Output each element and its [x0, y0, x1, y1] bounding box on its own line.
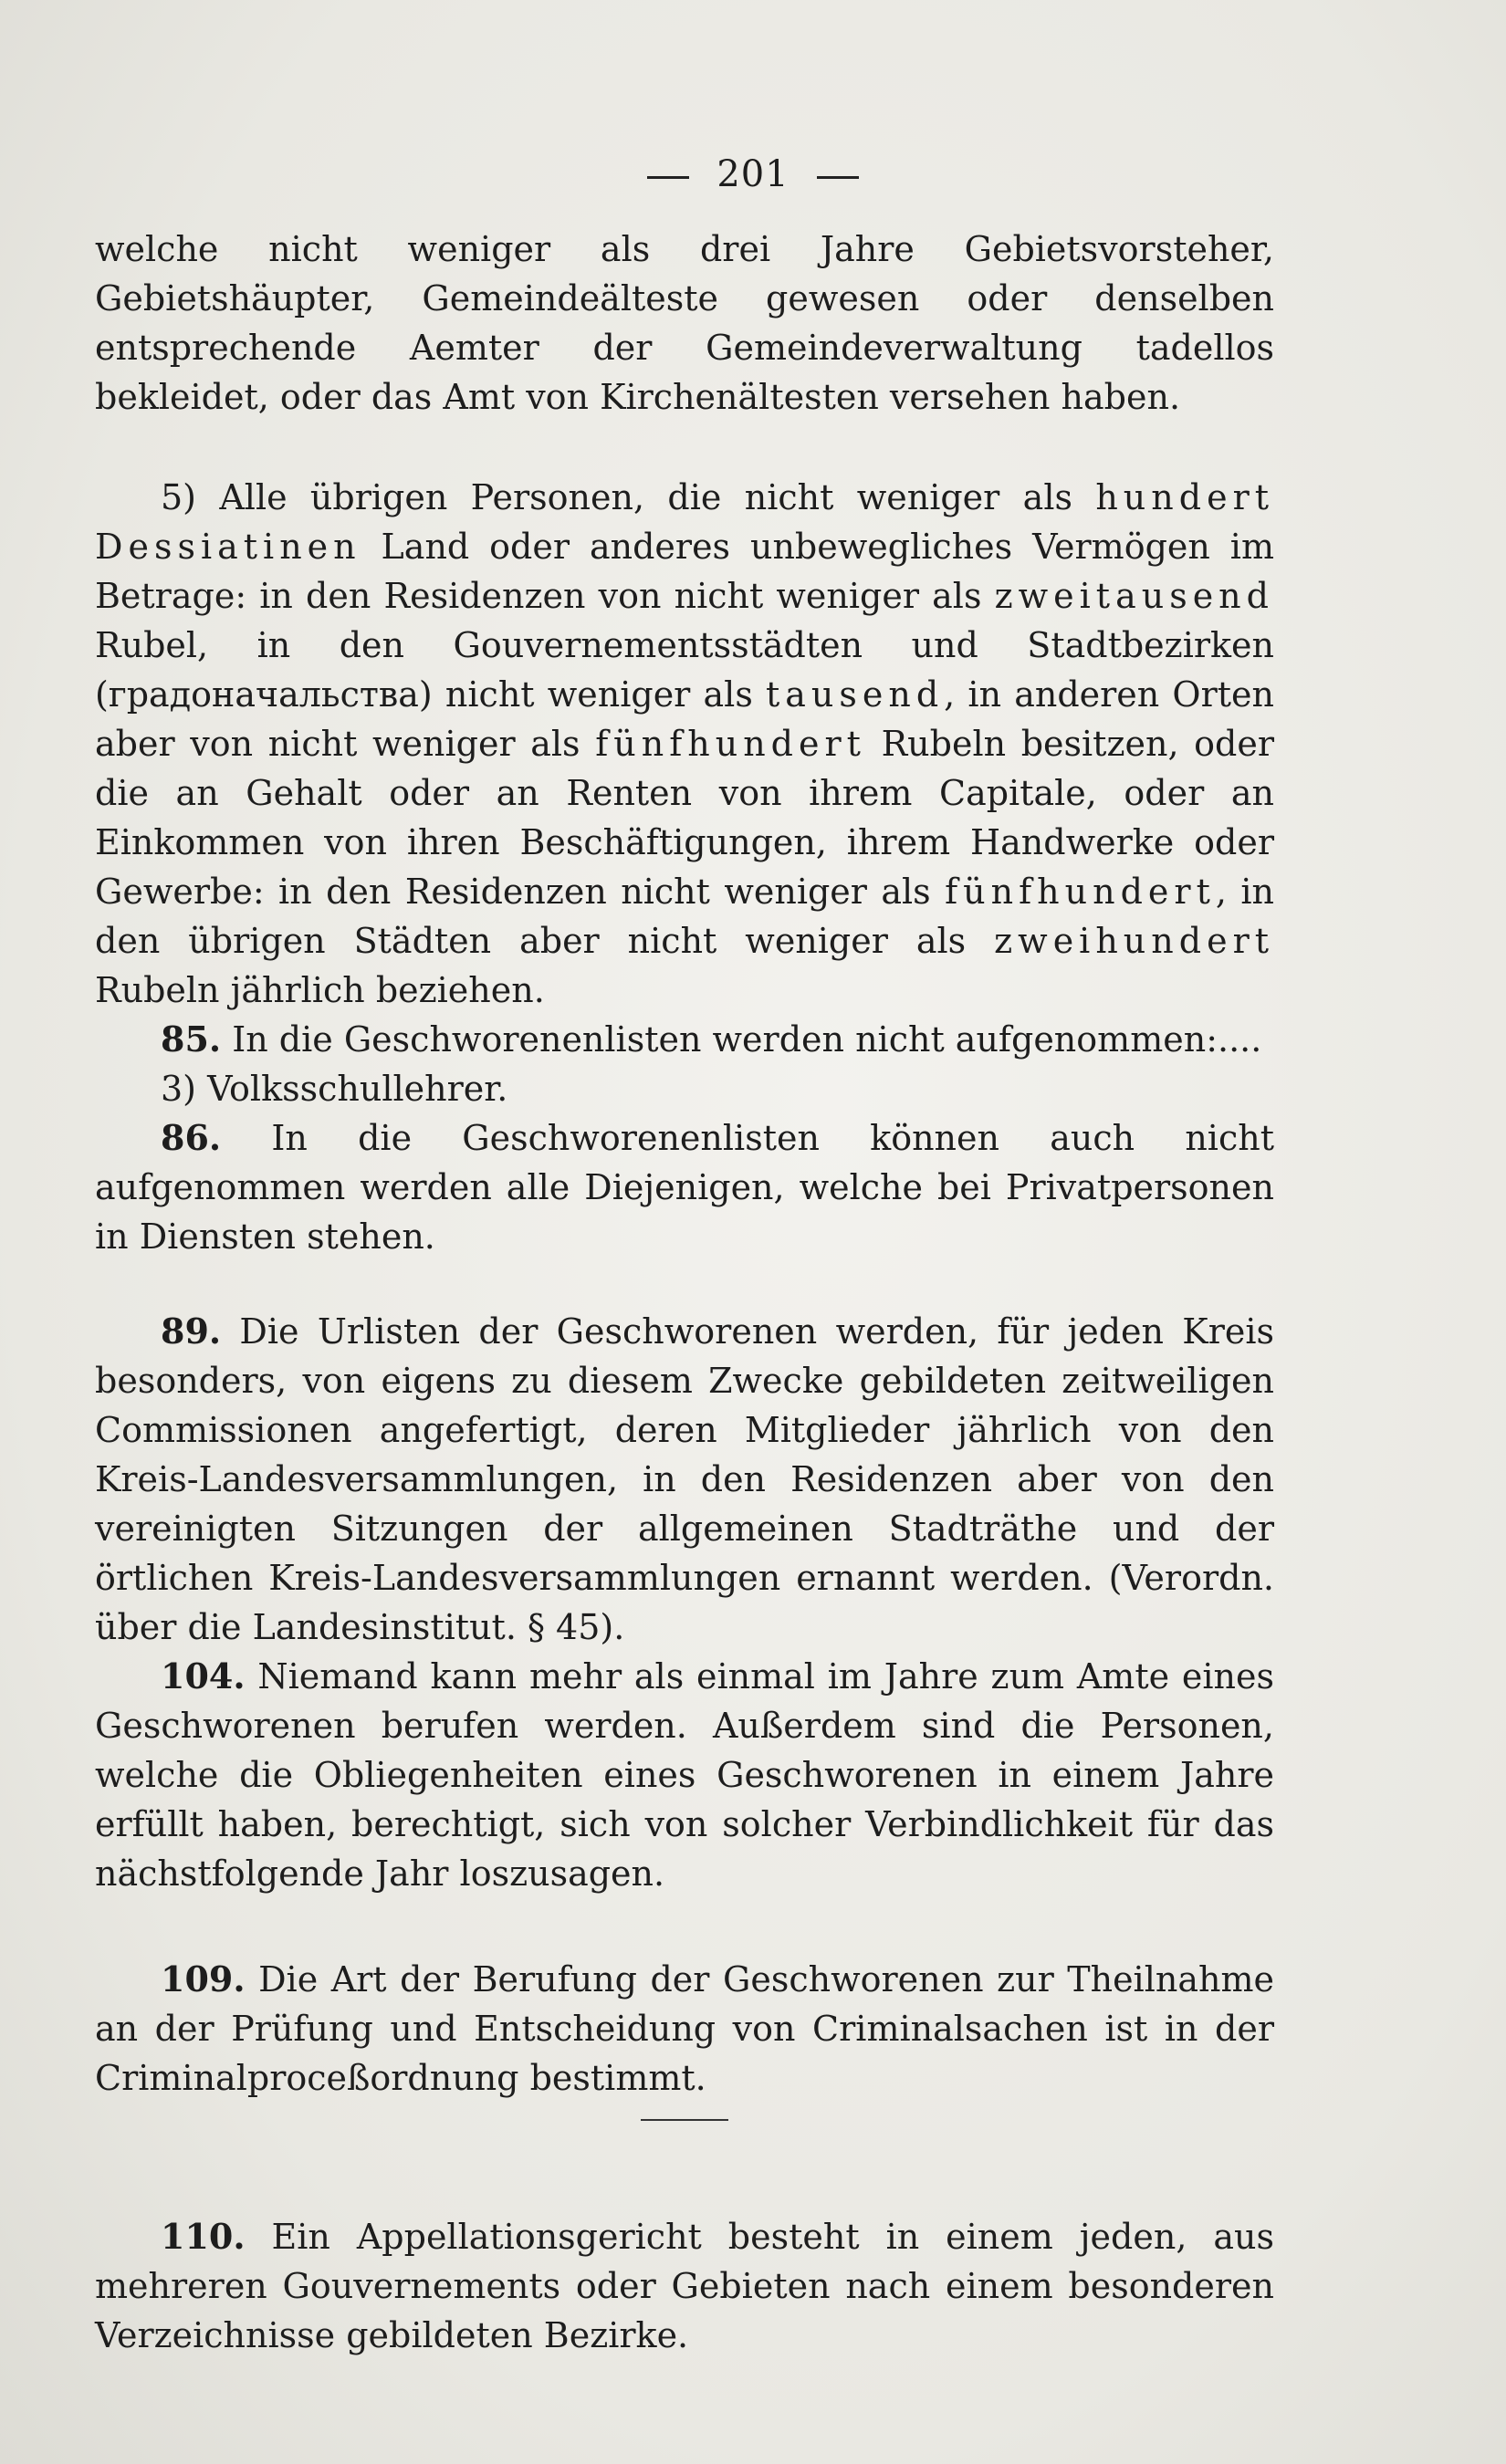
spaced-emphasis: hundert Dessiatinen — [95, 477, 1274, 567]
spaced-emphasis: tausend — [765, 674, 945, 715]
section-number: 104. — [161, 1655, 246, 1697]
paragraph-85-item: 3) Volksschullehrer. — [161, 1069, 508, 1109]
page-number: 201 — [716, 153, 790, 195]
paragraph-104: 104. Niemand kann mehr als einmal im Jahre zum Amte eines Geschworenen berufen werden. Außerdem sind die Personen, welche die Obliegenheiten eines Geschworenen in einem Jahre erfüllt haben, berechtigt, sich von solcher Verbindlichkeit für das nächstfolgende Jahr loszusagen. — [95, 1655, 1274, 1894]
paragraph-item-5: 5) Alle übrigen Personen, die nicht weniger als hundert Dessiatinen Land oder anderes unbewegliches Vermögen im Betrage: in den Residenzen von nicht weniger als zweitausend Rubel, in den Gouvernementsstädten und Stadtbezirken (градоначальства) nicht weniger als tausend, in anderen Orten aber von nicht weniger als fünfhundert Rubeln besitzen, oder die an Gehalt oder an Renten von ihrem Capitale, oder an Einkommen von ihren Beschäftigungen, ihrem Handwerke oder Gewerbe: in den Residenzen nicht weniger als fünfhundert, in den übrigen Städten aber nicht weniger als zweihundert Rubeln jährlich beziehen. — [95, 477, 1275, 1010]
paragraph-86: 86. In die Geschworenenlisten können auch nicht aufgenommen werden alle Diejenigen, welche bei Privatpersonen in Diensten stehen. — [95, 1117, 1274, 1257]
section-number: 110. — [161, 2216, 246, 2257]
page-header — [0, 153, 1506, 195]
section-number: 89. — [161, 1310, 222, 1352]
paragraph-109: 109. Die Art der Berufung der Geschworenen zur Theilnahme an der Prüfung und Entscheidung von Criminalsachen ist in der Criminalproceßordnung bestimmt. — [95, 1958, 1274, 2098]
header-dash-left — [647, 176, 689, 179]
spaced-emphasis: zweihundert — [994, 921, 1274, 961]
section-number: 86. — [161, 1117, 222, 1158]
paragraph-110: 110. Ein Appellationsgericht besteht in einem jeden, aus mehreren Gouvernements oder Gebieten nach einem besonderen Verzeichnisse gebildeten Bezirke. — [95, 2216, 1274, 2355]
section-divider — [641, 2119, 728, 2121]
page-body — [95, 224, 1274, 2360]
spaced-emphasis: zweitausend — [994, 576, 1274, 616]
header-dash-right — [817, 176, 859, 179]
paragraph-continuation: welche nicht weniger als drei Jahre Gebietsvorsteher, Gebietshäupter, Gemeindeälteste gewesen oder denselben entsprechende Aemter der Gemeindeverwaltung tadellos bekleidet, oder das Amt von Kirchenältesten versehen haben. — [95, 229, 1274, 417]
section-number: 85. — [161, 1018, 222, 1060]
paragraph-89: 89. Die Urlisten der Geschworenen werden, für jeden Kreis besonders, von eigens zu diesem Zwecke gebildeten zeitweiligen Commissionen angefertigt, deren Mitglieder jährlich von den Kreis-Landesversammlungen, in den Residenzen aber von den vereinigten Sitzungen der allgemeinen Stadträthe und der örtlichen Kreis-Landesversammlungen ernannt werden. (Verordn. über die Landesinstitut. § 45). — [95, 1310, 1274, 1647]
spaced-emphasis: fünfhundert — [595, 724, 866, 764]
paragraph-85: 85. In die Geschworenenlisten werden nicht aufgenommen:.... — [161, 1018, 1262, 1060]
section-number: 109. — [161, 1958, 246, 1999]
spaced-emphasis: fünfhundert — [945, 872, 1216, 912]
